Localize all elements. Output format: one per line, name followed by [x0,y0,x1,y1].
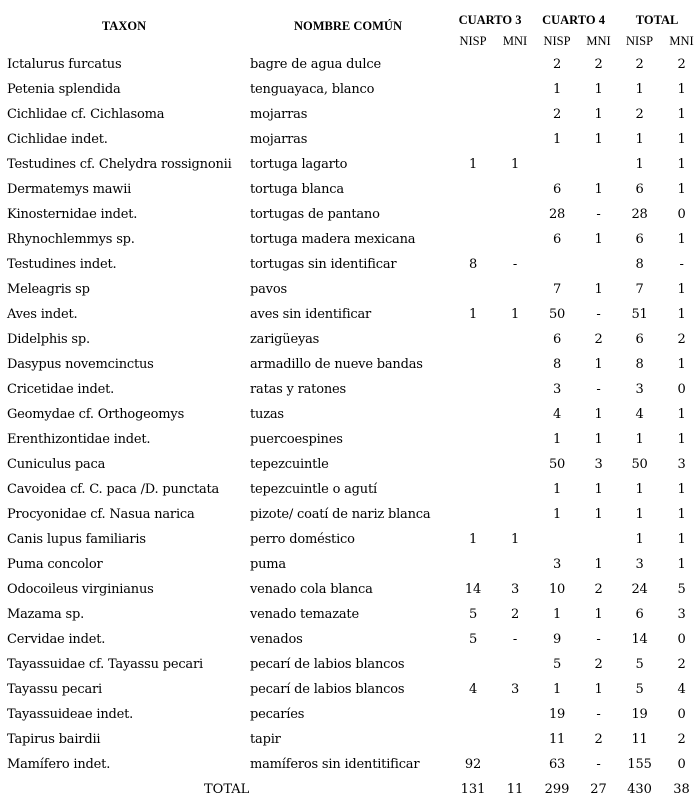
c3-nisp-cell [448,477,498,502]
c3-mni-cell: 2 [510,607,520,622]
common-name-header: NOMBRE COMÚN [294,18,402,33]
c4-mni-cell: - [596,307,601,322]
c3-nisp-cell: 92 [464,757,482,772]
c4-mni-cell: - [596,707,601,722]
table-row [0,627,699,652]
common-name-cell: puma [250,557,286,572]
common-name-cell: tapir [250,732,281,747]
table-body [0,52,699,777]
total-nisp-cell: 1 [635,432,644,447]
table-row [0,702,699,727]
subheader-nisp: NISP [459,33,487,48]
table-row [0,127,699,152]
table-row [0,527,699,552]
c3-mni-cell [498,52,532,77]
c4-nisp-cell: 1 [552,682,562,697]
total-nisp-cell: 2 [635,57,644,72]
c4-nisp-cell: 1 [552,607,562,622]
taxon-cell: Procyonidae cf. Nasua narica [7,507,195,522]
table-row [0,752,699,777]
total-mni-cell: 1 [677,132,686,147]
c3-nisp-cell [448,427,498,452]
c3-nisp-cell [448,727,498,752]
subheader-nisp: NISP [543,33,571,48]
total-nisp-cell: 1 [635,82,644,97]
c4-mni-cell: 2 [594,332,603,347]
total-mni-cell: 5 [677,582,686,597]
common-name-cell: ratas y ratones [250,382,346,397]
common-name-cell: mamíferos sin identitificar [250,757,420,772]
c4-nisp-cell: 11 [548,732,566,747]
c4-mni-cell: 2 [594,732,603,747]
c3-mni-cell: 1 [510,307,520,322]
c3-mni-cell: 3 [510,682,520,697]
subheader-mni: MNI [502,33,528,48]
total-row [0,777,699,801]
common-name-cell: puercoespines [250,432,343,447]
c4-nisp-cell: 1 [552,82,562,97]
c4-mni-cell: 1 [594,682,603,697]
c4-mni-cell: - [596,207,601,222]
total-nisp-cell: 7 [635,282,644,297]
total-mni-cell: 1 [677,107,686,122]
c4-nisp-cell: 10 [548,582,566,597]
common-name-cell: tepezcuintle [250,457,329,472]
c4-mni-cell: 1 [594,282,603,297]
c4-mni-cell: - [596,382,601,397]
taxon-cell: Cichlidae indet. [7,132,108,147]
c4-nisp-cell [532,152,582,177]
c4-nisp-cell: 2 [552,57,562,72]
c3-mni-cell [498,202,532,227]
common-name-cell: aves sin identificar [250,307,372,322]
c3-nisp-cell: 5 [468,607,478,622]
taxon-cell: Odocoileus virginianus [7,582,154,597]
c4-mni-cell: 3 [594,457,603,472]
table-row [0,477,699,502]
total-nisp-cell: 14 [631,632,648,647]
c4-nisp-cell: 50 [548,457,566,472]
c3-mni-cell [498,227,532,252]
c3-mni-cell [498,552,532,577]
total-nisp-cell: 1 [635,532,644,547]
c3-mni-cell: 1 [510,532,520,547]
total-mni-cell: 0 [677,632,686,647]
c4-mni-cell: 2 [594,657,603,672]
total-mni-cell: - [679,257,684,272]
taxon-cell: Ictalurus furcatus [7,57,122,72]
c3-mni-cell [498,427,532,452]
c3-nisp-cell [448,552,498,577]
c3-nisp-cell [448,452,498,477]
c3-mni-cell: 3 [510,582,520,597]
total-nisp-cell: 1 [635,507,644,522]
common-name-cell: pecarí de labios blancos [250,682,405,697]
taxon-cell: Cichlidae cf. Cichlasoma [7,107,165,122]
c4-nisp-cell: 1 [552,482,562,497]
c3-nisp-cell [448,502,498,527]
c4-nisp-cell: 9 [552,632,562,647]
table-row [0,352,699,377]
c3-mni-cell: - [512,257,518,272]
common-name-cell: tortugas sin identificar [250,257,397,272]
c4-mni-cell: 1 [594,607,603,622]
total-mni-cell: 4 [677,682,686,697]
common-name-cell: pecarí de labios blancos [250,657,405,672]
taxon-cell: Erenthizontidae indet. [7,432,151,447]
table-row [0,402,699,427]
table-row [0,727,699,752]
c3-mni-cell [498,277,532,302]
total-mni-cell: 0 [677,707,686,722]
total-mni-cell: 3 [677,457,686,472]
table-row [0,377,699,402]
c3-mni-cell: - [512,632,518,647]
table-row [0,77,699,102]
common-name-cell: zarigüeyas [250,332,320,347]
c4-nisp-cell: 19 [548,707,566,722]
c4-mni-cell: 1 [594,182,603,197]
common-name-cell: tuzas [250,407,284,422]
total-nisp-cell: 19 [631,707,648,722]
taxon-cell: Dasypus novemcinctus [7,357,154,372]
taxon-cell: Cricetidae indet. [7,382,115,397]
c4-mni-cell: 1 [594,82,603,97]
total-mni-cell: 0 [677,757,686,772]
total-nisp-cell: 5 [635,682,644,697]
c4-nisp-cell: 5 [552,657,562,672]
table-row [0,227,699,252]
total-mni-cell: 1 [677,507,686,522]
taxon-cell: Canis lupus familiaris [7,532,146,547]
c3-nisp-cell [448,177,498,202]
taxon-cell: Cuniculus paca [7,457,106,472]
total-c3-mni: 11 [506,781,524,797]
taxon-cell: Mazama sp. [7,607,84,622]
total-mni-cell: 2 [677,657,686,672]
table-row [0,327,699,352]
c4-mni-cell: 1 [594,407,603,422]
total-mni-cell: 1 [677,182,686,197]
header-row [0,0,699,30]
c3-nisp-cell: 4 [468,682,478,697]
common-name-cell: venados [250,632,303,647]
taxon-cell: Tayassuidae cf. Tayassu pecari [7,657,203,672]
c4-nisp-cell: 7 [552,282,562,297]
c3-mni-cell [498,452,532,477]
taxon-cell: Mamífero indet. [7,757,111,772]
total-nisp-cell: 8 [635,357,644,372]
common-name-cell: tortuga lagarto [250,157,348,172]
c4-mni-cell [582,527,615,552]
subheader-nisp: NISP [625,33,654,48]
taxon-cell: Geomydae cf. Orthogeomys [7,407,185,422]
total-nisp-cell: 28 [631,207,648,222]
common-name-cell: tortugas de pantano [250,207,380,222]
c4-mni-cell: 1 [594,482,603,497]
common-name-cell: tortuga blanca [250,182,344,197]
common-name-cell: pecaríes [250,707,305,722]
c3-mni-cell [498,727,532,752]
total-nisp-cell: 6 [635,182,644,197]
c3-nisp-cell: 8 [468,257,478,272]
table-row [0,502,699,527]
group-header-total: TOTAL [635,13,679,27]
c3-mni-cell [498,102,532,127]
group-header-cuarto3: CUARTO 3 [458,13,522,27]
taxon-cell: Tayassu pecari [7,682,102,697]
table-row [0,552,699,577]
total-mni-cell: 2 [677,57,686,72]
group-header-cuarto4: CUARTO 4 [542,13,605,27]
c3-nisp-cell: 1 [468,532,478,547]
total-mni-cell: 1 [677,557,686,572]
common-name-cell: mojarras [250,107,308,122]
total-mni: 38 [673,781,690,797]
table-row [0,577,699,602]
total-nisp-cell: 5 [635,657,644,672]
c3-mni-cell [498,702,532,727]
c3-mni-cell [498,127,532,152]
common-name-cell: perro doméstico [250,532,355,547]
c4-mni-cell: 1 [594,232,603,247]
total-mni-cell: 1 [677,282,686,297]
c3-nisp-cell [448,227,498,252]
total-nisp: 430 [627,781,652,797]
subheader-mni: MNI [586,33,611,48]
c4-mni-cell: 2 [594,582,603,597]
c4-nisp-cell: 3 [552,382,562,397]
taxon-header: TAXON [101,18,147,33]
c3-nisp-cell [448,402,498,427]
c4-mni-cell: - [596,632,601,647]
c4-mni-cell [582,252,615,277]
c4-nisp-cell: 6 [552,182,562,197]
taxon-cell: Meleagris sp [7,282,90,297]
c3-mni-cell [498,402,532,427]
c4-mni-cell: 1 [594,507,603,522]
c3-nisp-cell [448,102,498,127]
taxon-cell: Testudines indet. [7,257,117,272]
taxon-cell: Puma concolor [7,557,103,572]
c3-nisp-cell: 1 [468,157,478,172]
total-nisp-cell: 51 [631,307,648,322]
table-row [0,102,699,127]
taxon-cell: Dermatemys mawii [7,182,132,197]
total-mni-cell: 3 [677,607,686,622]
table-row [0,602,699,627]
taxon-cell: Petenia splendida [7,82,121,97]
total-mni-cell: 1 [677,357,686,372]
total-nisp-cell: 3 [635,557,644,572]
c3-nisp-cell [448,127,498,152]
c4-mni-cell [582,152,615,177]
c3-mni-cell [498,652,532,677]
total-mni-cell: 1 [677,482,686,497]
table-row [0,652,699,677]
total-nisp-cell: 1 [635,482,644,497]
c4-nisp-cell: 50 [548,307,566,322]
table-row [0,452,699,477]
c4-nisp-cell [532,252,582,277]
total-nisp-cell: 1 [635,132,644,147]
total-c4-mni: 27 [590,781,607,797]
c4-mni-cell: 1 [594,132,603,147]
common-name-cell: mojarras [250,132,308,147]
c4-mni-cell: 1 [594,357,603,372]
total-c3-nisp: 131 [460,781,486,797]
total-mni-cell: 1 [677,232,686,247]
table-row [0,277,699,302]
c4-mni-cell: 1 [594,107,603,122]
table-row [0,202,699,227]
total-nisp-cell: 50 [631,457,648,472]
c4-nisp-cell: 4 [552,407,562,422]
total-mni-cell: 0 [677,382,686,397]
total-nisp-cell: 1 [635,157,644,172]
total-nisp-cell: 2 [635,107,644,122]
c3-nisp-cell [448,52,498,77]
total-nisp-cell: 11 [631,732,648,747]
table-row [0,427,699,452]
common-name-cell: pavos [250,282,287,297]
c4-mni-cell: 1 [594,557,603,572]
total-nisp-cell: 4 [635,407,644,422]
c4-nisp-cell [532,527,582,552]
total-nisp-cell: 6 [635,332,644,347]
table-row [0,302,699,327]
total-mni-cell: 1 [677,407,686,422]
taxon-cell: Tayassuideae indet. [7,707,134,722]
c4-mni-cell: - [596,757,601,772]
c3-mni-cell [498,77,532,102]
taxon-cell: Rhynochlemmys sp. [7,232,135,247]
taxon-cell: Cavoidea cf. C. paca /D. punctata [7,482,220,497]
table-row [0,252,699,277]
common-name-cell: bagre de agua dulce [250,57,381,72]
c3-nisp-cell: 14 [464,582,482,597]
c3-nisp-cell [448,352,498,377]
c3-nisp-cell [448,652,498,677]
table-row [0,177,699,202]
c3-mni-cell [498,502,532,527]
common-name-cell: pizote/ coatí de nariz blanca [250,507,431,522]
c3-nisp-cell: 1 [468,307,478,322]
total-c4-nisp: 299 [544,781,570,797]
c4-mni-cell: 1 [594,432,603,447]
c4-nisp-cell: 1 [552,432,562,447]
total-nisp-cell: 6 [635,232,644,247]
total-mni-cell: 1 [677,307,686,322]
c3-mni-cell [498,752,532,777]
c3-nisp-cell [448,377,498,402]
c3-mni-cell [498,327,532,352]
total-mni-cell: 2 [677,332,686,347]
c3-nisp-cell [448,202,498,227]
total-nisp-cell: 6 [635,607,644,622]
taxon-cell: Aves indet. [7,307,78,322]
c3-nisp-cell [448,77,498,102]
taxon-cell: Cervidae indet. [7,632,106,647]
total-mni-cell: 1 [677,82,686,97]
taxon-cell: Testudines cf. Chelydra rossignonii [7,157,232,172]
c4-nisp-cell: 6 [552,232,562,247]
c4-nisp-cell: 3 [552,557,562,572]
common-name-cell: tepezcuintle o agutí [250,482,377,497]
c3-mni-cell [498,352,532,377]
total-label: TOTAL [204,781,250,797]
c3-mni-cell [498,177,532,202]
common-name-cell: armadillo de nueve bandas [250,357,423,372]
c3-nisp-cell [448,327,498,352]
taxon-cell: Kinosternidae indet. [7,207,138,222]
total-nisp-cell: 3 [635,382,644,397]
common-name-cell: venado temazate [250,607,359,622]
c3-mni-cell [498,377,532,402]
c3-nisp-cell [448,277,498,302]
table-row [0,52,699,77]
total-mni-cell: 2 [677,732,686,747]
taxon-cell: Tapirus bairdii [7,732,101,747]
c3-mni-cell: 1 [510,157,520,172]
total-mni-cell: 1 [677,432,686,447]
c3-mni-cell [498,477,532,502]
c3-nisp-cell: 5 [468,632,478,647]
c4-nisp-cell: 1 [552,507,562,522]
total-nisp-cell: 24 [631,582,648,597]
taxon-cell: Didelphis sp. [7,332,90,347]
c4-nisp-cell: 8 [552,357,562,372]
c4-nisp-cell: 6 [552,332,562,347]
table-row [0,677,699,702]
subheader-mni: MNI [669,33,694,48]
c4-nisp-cell: 63 [548,757,566,772]
c4-mni-cell: 2 [594,57,603,72]
common-name-cell: venado cola blanca [250,582,373,597]
total-mni-cell: 1 [677,157,686,172]
common-name-cell: tortuga madera mexicana [250,232,416,247]
total-mni-cell: 0 [677,207,686,222]
total-nisp-cell: 155 [627,757,652,772]
c3-nisp-cell [448,702,498,727]
total-nisp-cell: 8 [635,257,644,272]
common-name-cell: tenguayaca, blanco [250,82,375,97]
c4-nisp-cell: 2 [552,107,562,122]
table-row [0,152,699,177]
total-mni-cell: 1 [677,532,686,547]
c4-nisp-cell: 1 [552,132,562,147]
c4-nisp-cell: 28 [548,207,566,222]
